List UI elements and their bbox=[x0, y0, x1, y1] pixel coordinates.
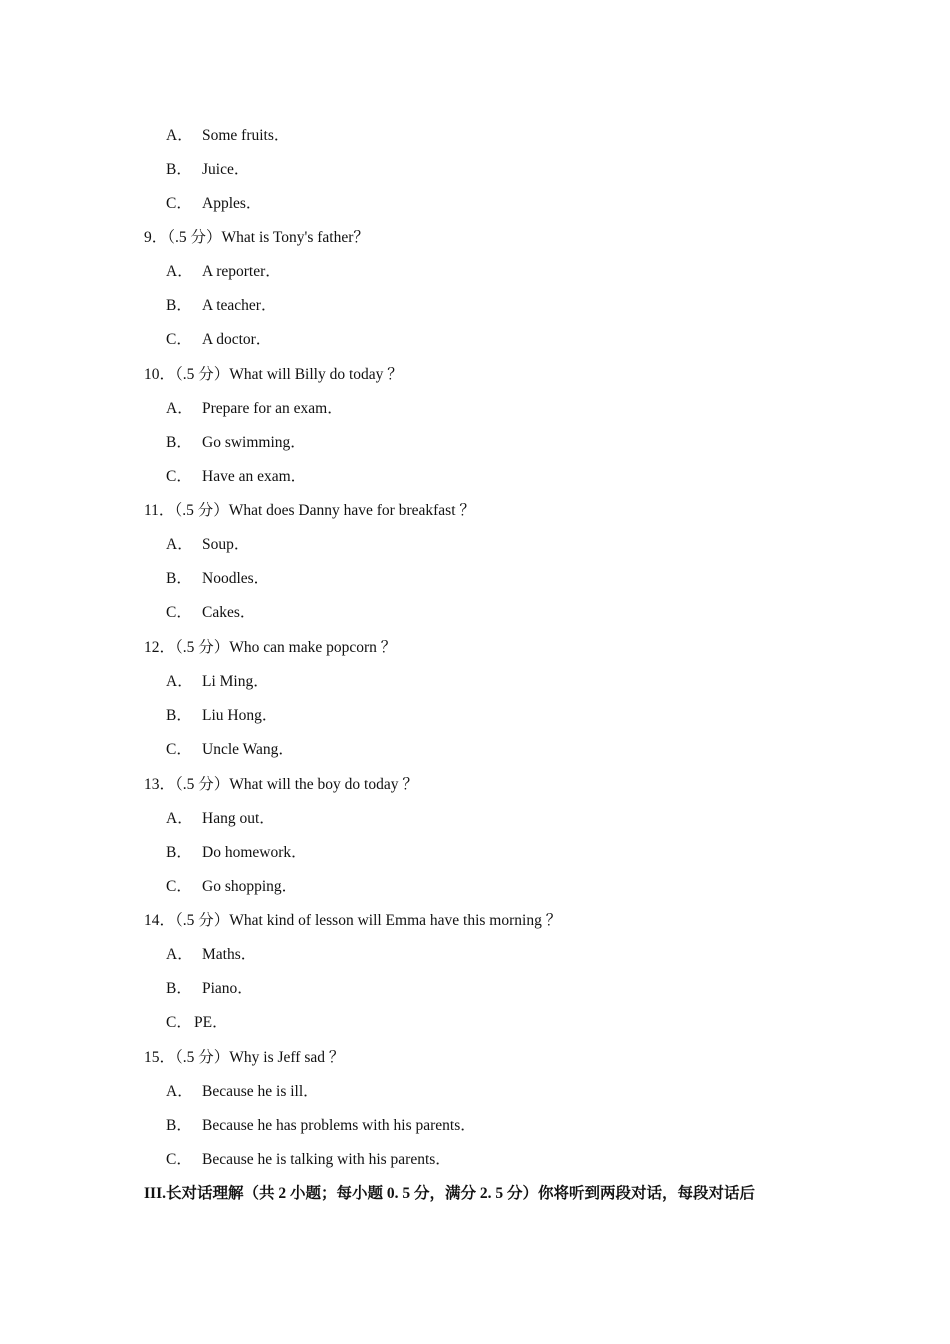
option-q11-a: A． Soup． bbox=[166, 536, 250, 553]
option-q11-c: C． Cakes． bbox=[166, 604, 256, 621]
option-q11-b: B． Noodles． bbox=[166, 570, 270, 587]
section-heading: III.长对话理解（共 2 小题；每小题 0. 5 分，满分 2. 5 分）你将听到两段对话，每段对话后 bbox=[144, 1185, 755, 1202]
option-q12-b: B． Liu Hong． bbox=[166, 707, 278, 724]
question-10: 10．（.5 分）What will Billy do today ？ bbox=[144, 366, 403, 383]
option-q12-c: C． Uncle Wang． bbox=[166, 741, 294, 758]
option-q13-c: C． Go shopping． bbox=[166, 878, 298, 895]
option-q10-a: A． Prepare for an exam． bbox=[166, 400, 343, 417]
question-14: 14．（.5 分）What kind of lesson will Emma have this morning ？ bbox=[144, 912, 562, 929]
option-q14-c: C． PE． bbox=[166, 1014, 228, 1031]
question-9: 9．（.5 分）What is Tony's father？ bbox=[144, 229, 369, 246]
option-q9-b: B． A teacher． bbox=[166, 297, 277, 314]
option-q12-a: A． Li Ming． bbox=[166, 673, 269, 690]
option-q10-b: B． Go swimming． bbox=[166, 434, 306, 451]
option-q9-c: C． A doctor． bbox=[166, 331, 272, 348]
question-13: 13．（.5 分）What will the boy do today ？ bbox=[144, 776, 418, 793]
option-q10-c: C． Have an exam． bbox=[166, 468, 307, 485]
option-q14-b: B． Piano． bbox=[166, 980, 253, 997]
option-q8-a: A． Some fruits． bbox=[166, 127, 290, 144]
option-q15-b: B． Because he has problems with his parents． bbox=[166, 1117, 476, 1134]
question-11: 11．（.5 分）What does Danny have for breakfast ？ bbox=[144, 502, 475, 519]
option-q13-a: A． Hang out． bbox=[166, 810, 275, 827]
question-15: 15．（.5 分）Why is Jeff sad ？ bbox=[144, 1049, 345, 1066]
option-q14-a: A． Maths． bbox=[166, 946, 257, 963]
option-q8-c: C． Apples． bbox=[166, 195, 262, 212]
question-12: 12．（.5 分）Who can make popcorn ？ bbox=[144, 639, 397, 656]
option-q8-b: B． Juice． bbox=[166, 161, 250, 178]
option-q15-a: A． Because he is ill． bbox=[166, 1083, 319, 1100]
option-q13-b: B． Do homework． bbox=[166, 844, 307, 861]
option-q9-a: A． A reporter． bbox=[166, 263, 281, 280]
option-q15-c: C． Because he is talking with his parents． bbox=[166, 1151, 451, 1168]
